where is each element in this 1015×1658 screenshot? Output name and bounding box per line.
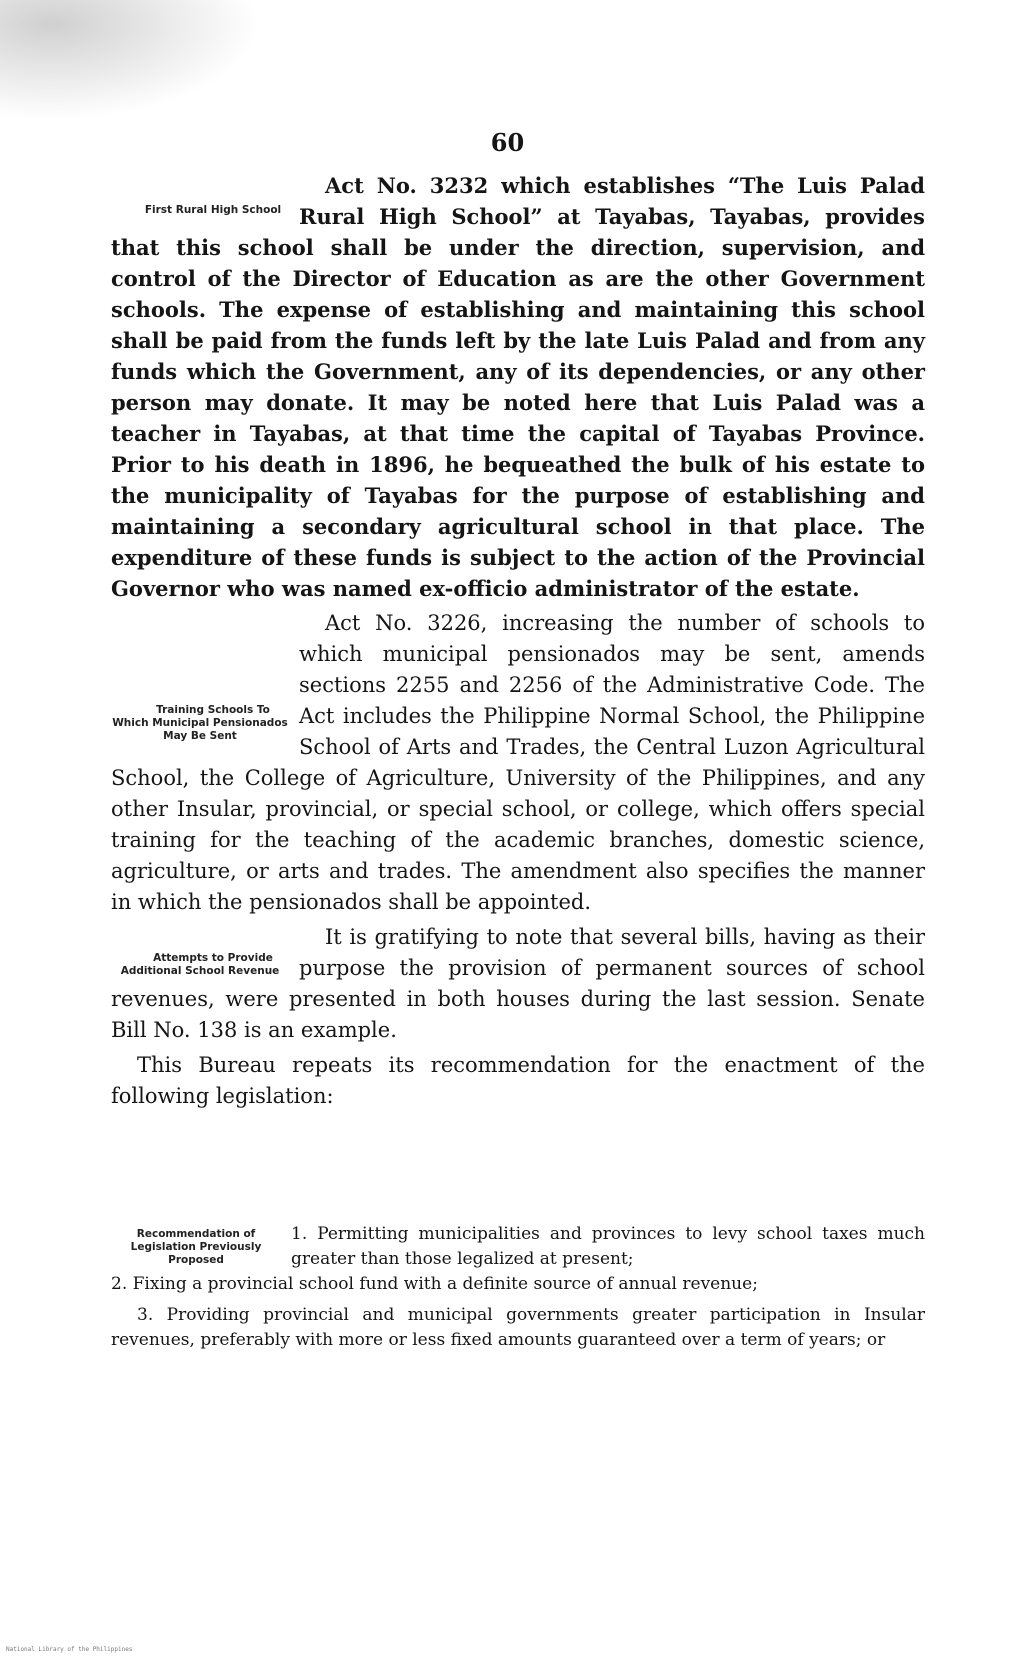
archive-footer: National Library of the Philippines	[6, 1646, 133, 1653]
margin-note-first-rural-high-school: First Rural High School	[144, 204, 282, 216]
legislation-list	[111, 1222, 925, 1353]
margin-note-training-schools: Training Schools To Which Municipal Pensionados May Be Sent	[112, 704, 288, 742]
paragraph-act-3226	[111, 608, 925, 918]
paragraph-bureau-recommendation: This Bureau repeats its recommendation for the enactment of the following legislation:	[111, 1053, 925, 1108]
margin-note-recommendation: Recommendation of Legislation Previously Proposed	[130, 1228, 262, 1266]
paragraph-text: Act No. 3226, increasing the number of schools to which municipal pensionados may be sent, amends sections 2255 and 2256 of the Administrative Code. The Act includes the Philippine Normal School, the Philippine School of Arts and Trades, the Central Luzon Agricultural School, the College of Agriculture, University of the Philippines, and any other Insular, provincial, or special school, or college, which offers special training for the teaching of the academic branches, domestic science, agriculture, or arts and trades. The amendment also specifies the manner in which the pensionados shall be appointed.	[111, 611, 925, 914]
legislation-item-1: 1. Permitting municipalities and provinces to levy school taxes much greater than those legalized at present;	[291, 1224, 925, 1269]
body-text	[111, 170, 925, 1112]
paragraph-luis-palad	[111, 170, 925, 604]
legislation-items-1-2	[111, 1222, 925, 1297]
paragraph-text: It is gratifying to note that several bills, having as their purpose the provision of permanent sources of school revenues, were presented in both houses during the last session. Senate Bill No. 138 is an example.	[111, 925, 925, 1042]
legislation-item-2: 2. Fixing a provincial school fund with a definite source of annual revenue;	[111, 1274, 758, 1294]
paragraph-school-revenues	[111, 922, 925, 1046]
margin-note-additional-revenue: Attempts to Provide Additional School Revenue	[120, 952, 280, 977]
paragraph-text: Act No. 3232 which establishes “The Luis Palad Rural High School” at Tayabas, Tayabas, provides that this school shall be under the direction, supervision, and control of the Director of Education as are the other Government schools. The expense of establishing and maintaining this school shall be paid from the funds left by the late Luis Palad and from any funds which the Government, any of its dependencies, or any other person may donate. It may be noted here that Luis Palad was a teacher in Tayabas, at that time the capital of Tayabas Province. Prior to his death in 1896, he bequeathed the bulk of his estate to the municipality of Tayabas for the purpose of establishing and maintaining a secondary agricultural school in that place. The expenditure of these funds is subject to the action of the Provincial Governor who was named ex-officio administrator of the estate.	[111, 173, 925, 601]
page-number: 60	[490, 128, 525, 157]
scan-stain	[0, 0, 260, 120]
legislation-item-3: 3. Providing provincial and municipal governments greater participation in Insular revenues, preferably with more or less fixed amounts guaranteed over a term of years; or	[111, 1305, 925, 1350]
